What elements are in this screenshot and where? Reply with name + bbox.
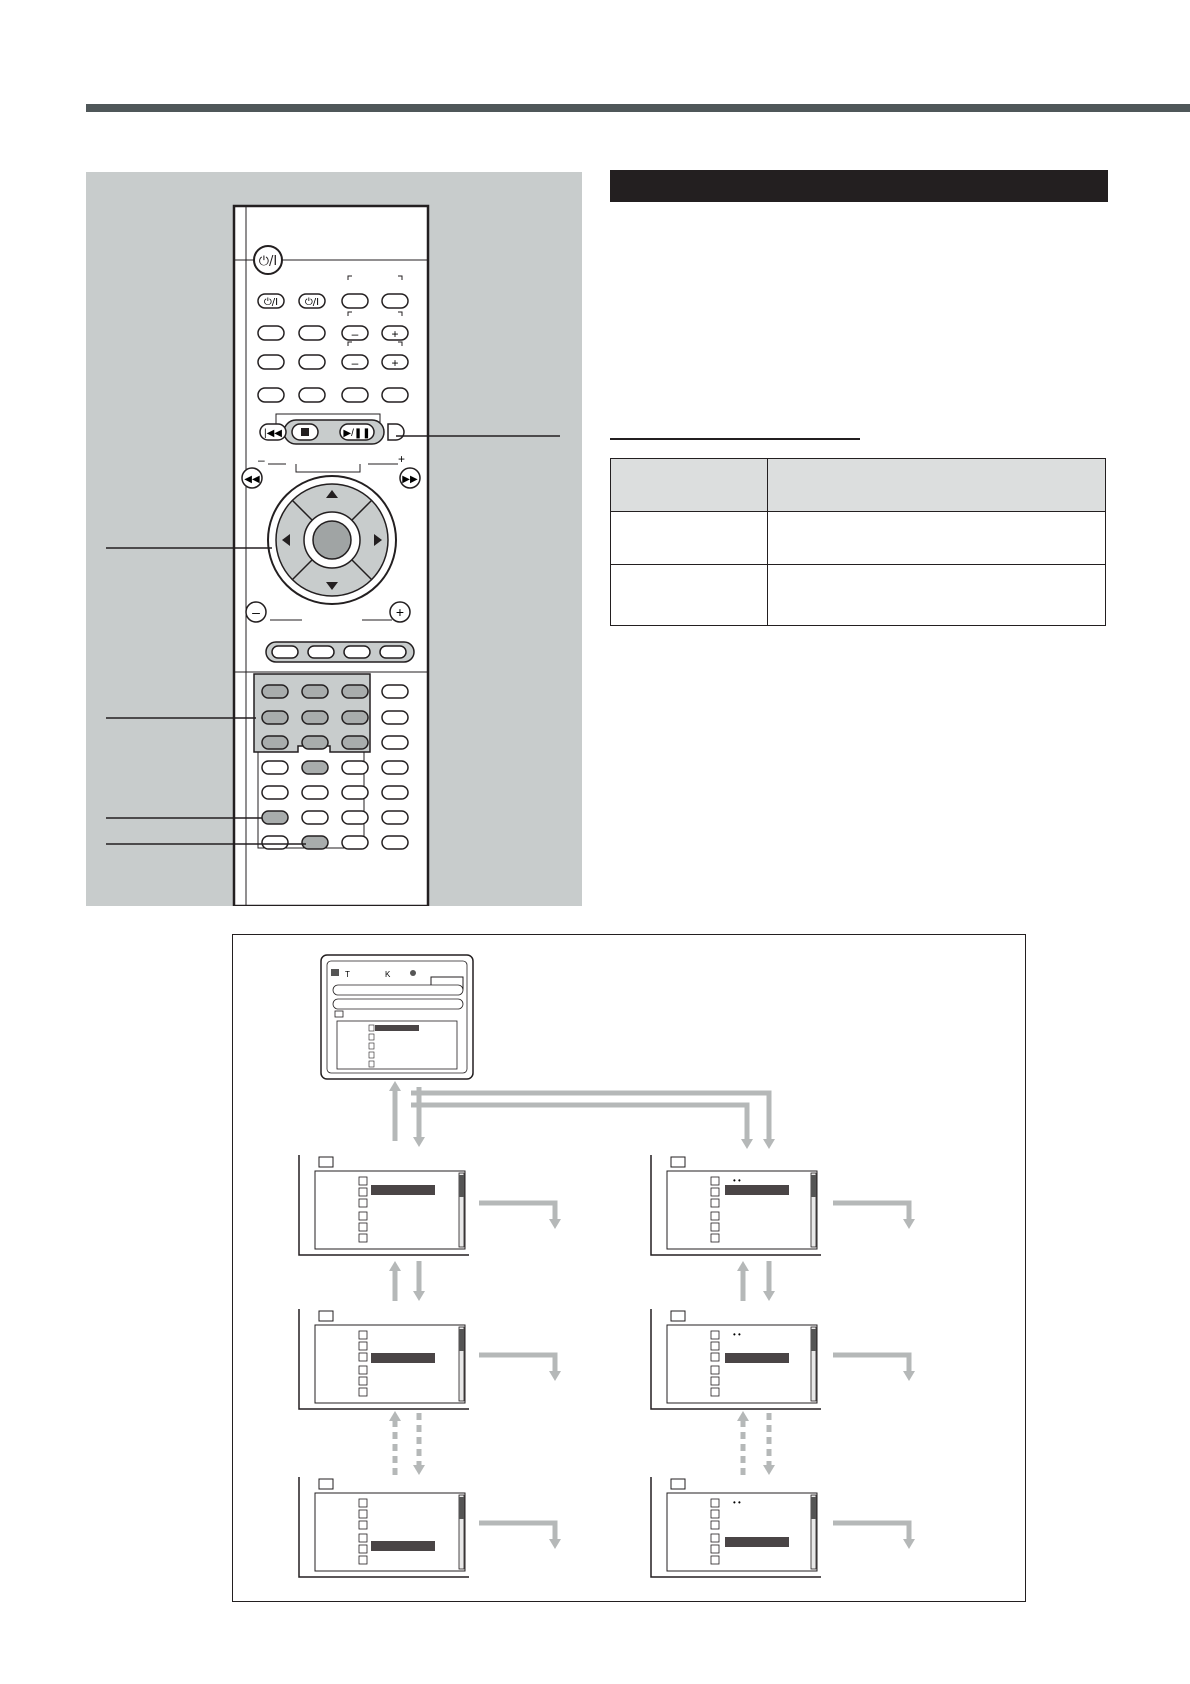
parent-dir-dots: • • — [733, 1176, 741, 1185]
section-heading-bar — [610, 170, 1108, 202]
top-rule — [86, 104, 1190, 112]
svg-text:+: + — [391, 356, 399, 370]
svg-text:⏻/I: ⏻/I — [263, 297, 279, 308]
svg-text:⏻/I: ⏻/I — [258, 254, 278, 269]
right-screen-3 — [651, 1477, 821, 1577]
svg-text:▶/❚❚: ▶/❚❚ — [343, 428, 371, 439]
enter-button — [313, 521, 351, 559]
svg-text:◀◀: ◀◀ — [244, 474, 260, 485]
svg-text:⏻/I: ⏻/I — [304, 297, 320, 308]
table-header-cell — [768, 459, 1106, 512]
svg-text:–: – — [252, 604, 260, 620]
table-cell — [768, 565, 1106, 626]
table-row — [611, 512, 1106, 565]
plus-label: + — [391, 327, 399, 341]
remote-control — [86, 172, 582, 906]
table-header-cell — [611, 459, 768, 512]
svg-text:T: T — [345, 970, 350, 979]
left-screen-3 — [299, 1477, 469, 1577]
navigation-flow-diagram — [232, 934, 1026, 1602]
svg-text:+: + — [395, 604, 405, 620]
skip-next-icon — [388, 424, 404, 440]
right-screen-1 — [651, 1155, 821, 1255]
info-table — [610, 458, 1106, 626]
subheading-rule — [610, 438, 860, 440]
table-cell — [611, 565, 768, 626]
parent-dir-dots: • • — [733, 1330, 741, 1339]
svg-text:▶▶: ▶▶ — [402, 474, 418, 485]
osd-letter: K — [385, 970, 391, 979]
svg-text:+: + — [398, 452, 406, 466]
right-screen-2 — [651, 1309, 821, 1409]
left-screen-1 — [299, 1155, 469, 1255]
svg-text:–: – — [258, 453, 265, 467]
left-screen-2 — [299, 1309, 469, 1409]
svg-text:–: – — [351, 356, 359, 370]
table-row — [611, 565, 1106, 626]
remote-illustration-panel — [86, 172, 582, 906]
top-osd-screen — [321, 955, 473, 1079]
minus-label: – — [351, 327, 359, 341]
table-header-row — [611, 459, 1106, 512]
table-cell — [768, 512, 1106, 565]
svg-text:|◀◀: |◀◀ — [264, 428, 282, 439]
parent-dir-dots: • • — [733, 1498, 741, 1507]
table-cell — [611, 512, 768, 565]
flow-diagram-svg — [233, 935, 1025, 1601]
